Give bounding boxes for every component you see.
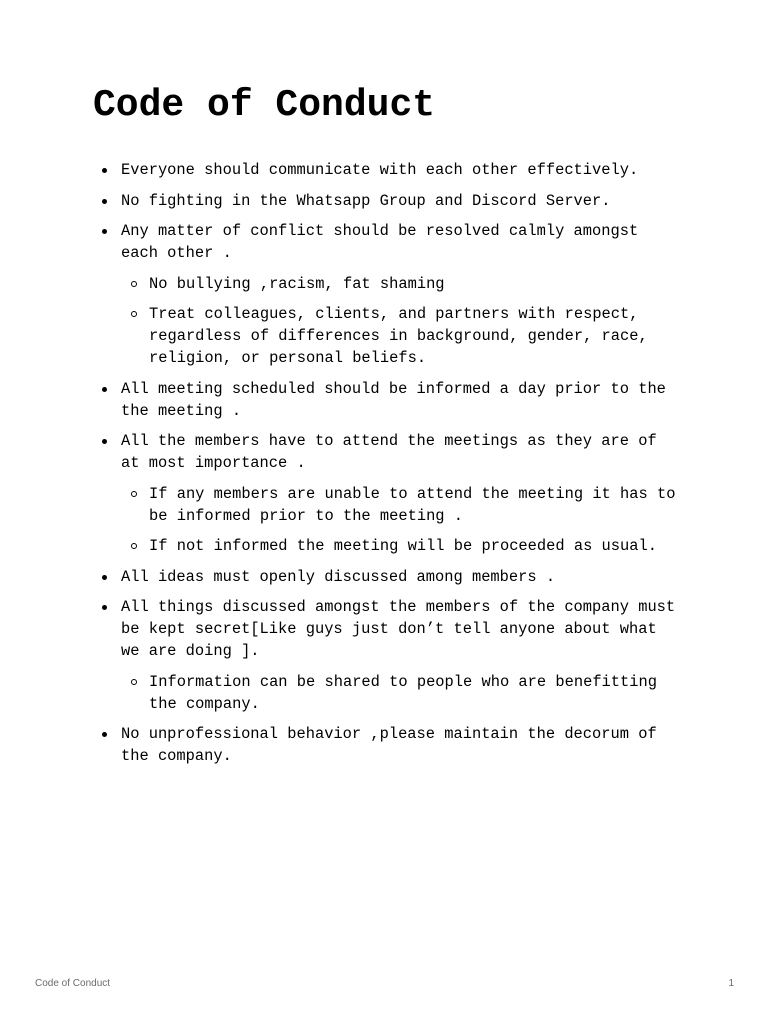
bullet-icon	[102, 168, 107, 173]
list-item	[93, 430, 683, 557]
sub-list-item-text: If any members are unable to attend the meeting it has to be informed prior to the meeting .	[149, 484, 676, 525]
list-item	[93, 190, 683, 212]
sub-list-item	[121, 273, 683, 295]
list-item-text: No fighting in the Whatsapp Group and Discord Server.	[121, 191, 611, 210]
sub-list-item-text: Information can be shared to people who are benefitting the company.	[149, 672, 657, 713]
bullet-icon	[102, 605, 107, 610]
sub-list-item-text: No bullying ,racism, fat shaming	[149, 274, 445, 293]
list-item	[93, 566, 683, 588]
list-item	[93, 723, 683, 767]
bullet-icon	[102, 575, 107, 580]
bullet-icon	[102, 439, 107, 444]
list-item-text: All ideas must openly discussed among members .	[121, 567, 556, 586]
hollow-bullet-icon	[131, 281, 137, 287]
bullet-icon	[102, 199, 107, 204]
sub-list-item-text: Treat colleagues, clients, and partners with respect, regardless of differences in background, gender, race, religion, or personal beliefs.	[149, 305, 648, 367]
list-item	[93, 596, 683, 715]
hollow-bullet-icon	[131, 543, 137, 549]
list-item-text: No unprofessional behavior ,please maintain the decorum of the company.	[121, 725, 657, 765]
list-item	[93, 220, 683, 369]
sub-list-item	[121, 535, 683, 557]
conduct-list	[93, 159, 683, 767]
page-title: Code of Conduct	[93, 84, 436, 127]
sub-list-item	[121, 483, 683, 527]
list-item-text: Any matter of conflict should be resolved calmly amongst each other .	[121, 222, 639, 262]
sub-list	[121, 273, 683, 370]
hollow-bullet-icon	[131, 311, 137, 317]
hollow-bullet-icon	[131, 679, 137, 685]
footer-document-title: Code of Conduct	[35, 978, 111, 989]
hollow-bullet-icon	[131, 491, 137, 497]
list-item	[93, 159, 683, 181]
sub-list	[121, 671, 683, 715]
sub-list-item-text: If not informed the meeting will be proceeded as usual.	[149, 537, 657, 555]
sub-list	[121, 483, 683, 558]
list-item-text: All meeting scheduled should be informed a day prior to the the meeting .	[121, 379, 666, 420]
list-item-text: All the members have to attend the meetings as they are of at most importance .	[121, 432, 657, 472]
document-body	[93, 159, 683, 776]
bullet-icon	[102, 732, 107, 737]
sub-list-item	[121, 303, 683, 369]
list-item-text: All things discussed amongst the members of the company must be kept secret[Like guys just don’t tell anyone about what we are doing ].	[121, 598, 676, 660]
footer-page-number: 1	[728, 978, 734, 989]
list-item	[93, 378, 683, 422]
bullet-icon	[102, 229, 107, 234]
list-item-text: Everyone should communicate with each other effectively.	[121, 161, 639, 179]
bullet-icon	[102, 387, 107, 392]
sub-list-item	[121, 671, 683, 715]
